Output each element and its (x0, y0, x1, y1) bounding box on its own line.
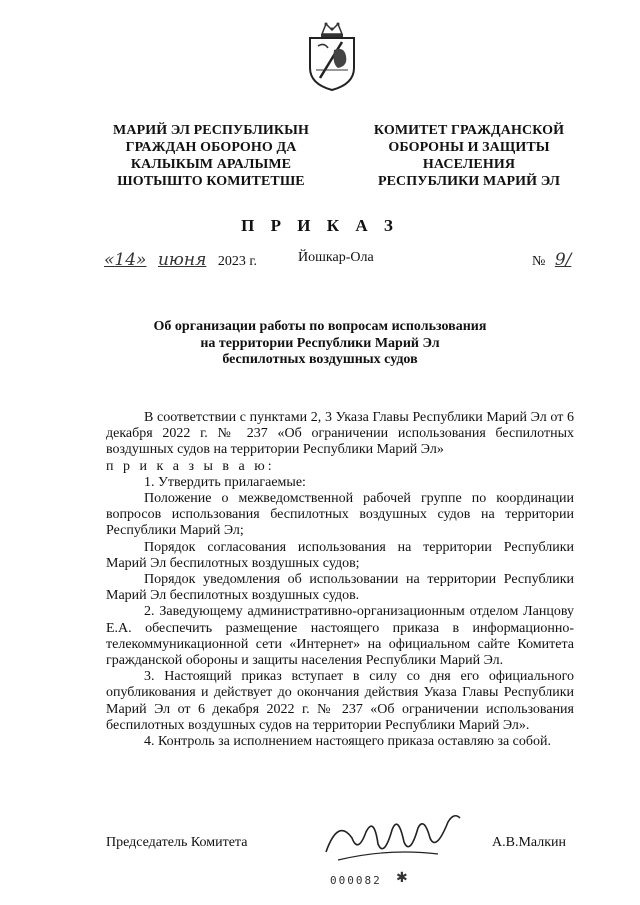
paragraph-intro: В соответствии с пунктами 2, 3 Указа Главы Республики Марий Эл от 6 декабря 2022 г. № 237 «Об ограничении использования беспилотных воздушных судов на территории Республики Марий Эл» (106, 410, 574, 458)
subject-line: Об организации работы по вопросам использования (153, 319, 487, 334)
order-body (106, 410, 574, 750)
header-russian (354, 122, 584, 190)
date-close-quote: » (136, 250, 147, 270)
subject-line: на территории Республики Марий Эл (200, 335, 440, 351)
paragraph-1a: Положение о межведомственной рабочей группе по координации вопросов использования беспилотных воздушных судов на территории Республики Марий Эл; (106, 491, 574, 539)
paragraph-2: 2. Заведующему административно-организационным отделом Ланцову Е.А. обеспечить размещение настоящего приказа в информационно-телекоммуникационной сети «Интернет» на официальном сайте Комитета гражданской обороны и защиты населения Республики Марий Эл. (106, 604, 574, 669)
coat-of-arms-icon (304, 20, 360, 92)
date-day: 14 (114, 250, 137, 270)
handwritten-signature-icon (318, 808, 468, 868)
paragraph-4: 4. Контроль за исполнением настоящего приказа оставляю за собой. (144, 734, 552, 750)
date-open-quote: « (104, 250, 115, 270)
order-number-value: 9/ (554, 250, 572, 270)
paragraph-1b: Порядок согласования использования на территории Республики Марий Эл беспилотных воздушных судов; (106, 539, 574, 571)
signatory-position: Председатель Комитета (106, 835, 248, 850)
paragraph-1: 1. Утвердить прилагаемые: (144, 474, 306, 490)
paragraph-1c: Порядок уведомления об использовании на территории Республики Марий Эл беспилотных воздушных судов. (106, 572, 574, 604)
serial-mark: ✱ (396, 871, 408, 886)
paragraph-prikazyvayu: п р и к а з ы в а ю: (106, 458, 275, 474)
header-mari (96, 122, 326, 190)
subject-line: беспилотных воздушных судов (222, 352, 418, 367)
order-number-label: № (532, 254, 546, 269)
header-mari-line: ШОТЫШТО КОМИТЕТШЕ (117, 174, 305, 189)
header-russian-line: КОМИТЕТ ГРАЖДАНСКОЙ (373, 123, 565, 138)
header-russian-line: ОБОРОНЫ И ЗАЩИТЫ (388, 140, 550, 155)
header-russian-line: РЕСПУБЛИКИ МАРИЙ ЭЛ (377, 174, 561, 189)
document-serial: 000082 (330, 874, 382, 887)
order-number (532, 250, 577, 270)
signatory-name: А.В.Малкин (492, 835, 567, 850)
header-mari-line: КАЛЫКЫМ АРАЛЫМЕ (130, 157, 292, 172)
city: Йошкар-Ола (298, 250, 374, 265)
header-mari-line: ГРАЖДАН ОБОРОНО ДА (125, 140, 297, 155)
document-title: П Р И К А З (241, 216, 399, 235)
date-month: июня (157, 250, 207, 270)
date-field (104, 250, 257, 270)
order-subject (100, 319, 540, 369)
date-year: 2023 г. (217, 254, 257, 269)
header-mari-line: МАРИЙ ЭЛ РЕСПУБЛИКЫН (113, 123, 309, 138)
paragraph-3: 3. Настоящий приказ вступает в силу со дня его официального опубликования и действует до окончания действия Указа Главы Республики Марий Эл от 6 декабря 2022 г. № 237 «Об ограничении использования беспилотных воздушных судов на территории Республики Марий Эл». (106, 669, 574, 733)
header-russian-line: НАСЕЛЕНИЯ (422, 157, 516, 172)
